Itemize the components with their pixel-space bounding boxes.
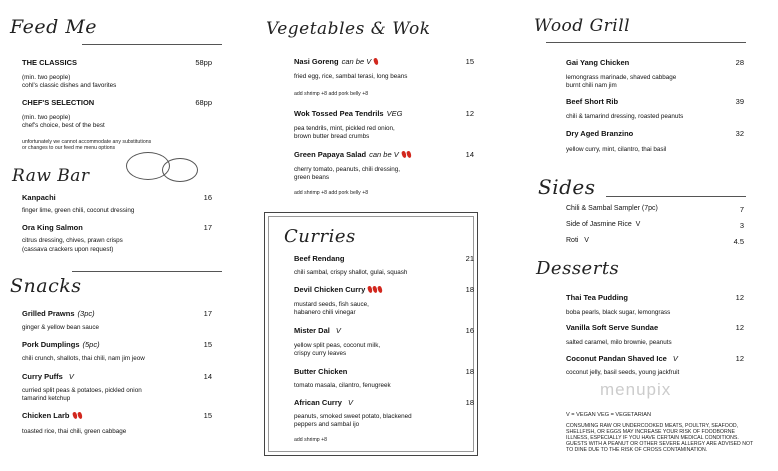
item-desc: peanuts, smoked sweet potato, blackened [294, 413, 412, 420]
item-desc: tamarind ketchup [22, 395, 71, 402]
section-title-raw-bar: Raw Bar [12, 166, 90, 186]
item-name: Thai Tea Pudding [566, 293, 628, 302]
item-addon: add shrimp +8 add pork belly +8 [294, 91, 369, 97]
item-name: CHEF'S SELECTION [22, 98, 95, 107]
chili-icon [406, 151, 412, 159]
divider [72, 271, 222, 273]
item-desc: yellow curry, mint, cilantro, thai basil [566, 146, 667, 153]
menu-item-grilled-prawns [22, 309, 212, 333]
feed-me-note: unfortunately we cannot accommodate any substitutions [22, 139, 152, 145]
item-desc: ginger & yellow bean sauce [22, 324, 100, 331]
item-desc: boba pearls, black sugar, lemongrass [566, 309, 671, 316]
item-desc: toasted rice, thai chili, green cabbage [22, 428, 127, 435]
section-title-curries: Curries [284, 226, 356, 247]
item-name: Devil Chicken Curry [294, 285, 382, 294]
item-price: 39 [735, 97, 744, 106]
item-desc: salted caramel, milo brownie, peanuts [566, 339, 672, 346]
item-name: Butter Chicken [294, 367, 348, 376]
item-desc: tomato masala, cilantro, fenugreek [294, 382, 391, 389]
item-name: Nasi Goreng can be V [294, 57, 378, 66]
item-price: 15 [203, 340, 212, 349]
item-name: Roti V [566, 237, 589, 244]
disclaimer-line: ILLNESS, ESPECIALLY IF YOU HAVE CERTAIN MEDICAL CONDITIONS. [566, 435, 739, 441]
item-name: Mister Dal V [294, 326, 341, 335]
item-desc: citrus dressing, chives, prawn crisps [22, 237, 123, 244]
item-price: 14 [203, 372, 212, 381]
menu-item-pork-dumplings [22, 340, 212, 364]
item-desc: cherry tomato, peanuts, chili dressing, [294, 166, 401, 173]
item-price: 18 [465, 367, 474, 376]
item-desc: habanero chili vinegar [294, 309, 356, 316]
menu-item-chefs-selection [22, 98, 212, 138]
item-desc: peppers and sambal ijo [294, 421, 360, 428]
item-name: Ora King Salmon [22, 223, 83, 232]
menu-item-chicken-larb [22, 411, 212, 437]
item-desc: lemongrass marinade, shaved cabbage [566, 74, 677, 81]
section-title-sides: Sides [538, 175, 596, 199]
item-price: 15 [465, 57, 474, 66]
divider [606, 196, 746, 198]
item-price: 28 [735, 58, 744, 67]
item-price: 16 [203, 193, 212, 202]
fruit-sketch-icon [162, 158, 198, 182]
item-name: Green Papaya Salad can be V [294, 150, 411, 159]
item-price: 18 [465, 285, 474, 294]
section-title-vegetables-wok: Vegetables & Wok [266, 19, 431, 39]
item-desc: cohl's classic dishes and favorites [22, 82, 117, 89]
item-price: 21 [465, 254, 474, 263]
watermark: menupix [600, 380, 672, 399]
chili-icon [377, 286, 383, 294]
menu-item-gai-yang-chicken [566, 58, 744, 92]
chili-icon [373, 58, 379, 66]
item-price: 17 [203, 309, 212, 318]
item-name: THE CLASSICS [22, 58, 78, 67]
disclaimer-line: CONSUMING RAW OR UNDERCOOKED MEATS, POULTRY, SEAFOOD, [566, 423, 739, 429]
item-name: Vanilla Soft Serve Sundae [566, 323, 659, 332]
menu-item-coconut-pandan-shaved-ice [566, 354, 744, 380]
menu-item-dry-aged-branzino [566, 129, 744, 155]
item-name: Coconut Pandan Shaved Ice V [566, 354, 678, 363]
item-price: 32 [735, 129, 744, 138]
section-title-wood-grill: Wood Grill [534, 16, 631, 36]
item-price: 12 [735, 354, 744, 363]
item-price: 4.5 [733, 237, 744, 246]
item-name: Side of Jasmine Rice V [566, 221, 641, 228]
disclaimer-line: SHELLFISH, OR EGGS MAY INCREASE YOUR RISK OF FOODBORNE [566, 429, 735, 435]
item-name: Curry Puffs V [22, 372, 74, 381]
menu-item-devil-chicken-curry [294, 285, 474, 319]
menu-item-nasi-goreng [294, 57, 474, 101]
item-desc: fried egg, rice, sambal terasi, long beans [294, 73, 408, 80]
menu-item-african-curry [294, 398, 474, 450]
item-desc: coconut jelly, basil seeds, young jackfruit [566, 369, 680, 376]
menu-item-curry-puffs [22, 372, 212, 406]
item-name: Chili & Sambal Sampler (7pc) [566, 205, 658, 212]
item-price: 58pp [195, 58, 212, 67]
item-desc: (cassava crackers upon request) [22, 246, 114, 253]
item-desc: pea tendrils, mint, pickled red onion, [294, 125, 395, 132]
section-title-desserts: Desserts [536, 258, 620, 279]
item-desc: crispy curry leaves [294, 350, 347, 357]
menu-item-beef-rendang [294, 254, 474, 278]
section-title-feed-me: Feed Me [10, 16, 98, 38]
feed-me-note: or changes to our feed me menu options [22, 145, 116, 151]
item-desc: green beans [294, 174, 330, 181]
item-price: 16 [465, 326, 474, 335]
item-price: 15 [203, 411, 212, 420]
item-price: 7 [739, 205, 744, 214]
item-name: African Curry V [294, 398, 353, 407]
item-price: 12 [735, 293, 744, 302]
menu-item-chili-sambal-sampler [566, 205, 744, 217]
item-desc: finger lime, green chili, coconut dressing [22, 207, 135, 214]
item-price: 17 [203, 223, 212, 232]
menu-item-kanpachi [22, 193, 212, 217]
item-price: 68pp [195, 98, 212, 107]
item-name: Pork Dumplings (5pc) [22, 340, 100, 349]
item-desc: (min. two people) [22, 74, 71, 81]
menu-item-ora-king-salmon [22, 223, 212, 259]
item-desc: yellow split peas, coconut milk, [294, 342, 381, 349]
item-addon: add shrimp +8 add pork belly +8 [294, 190, 369, 196]
item-desc: burnt chili nam jim [566, 82, 617, 89]
menu-item-butter-chicken [294, 367, 474, 391]
item-desc: chili sambal, crispy shallot, gulai, squash [294, 269, 408, 276]
item-desc: mustard seeds, fish sauce, [294, 301, 369, 308]
menu-item-vanilla-soft-serve-sundae [566, 323, 744, 349]
item-price: 18 [465, 398, 474, 407]
item-name: Gai Yang Chicken [566, 58, 630, 67]
item-desc: curried split peas & potatoes, pickled onion [22, 387, 142, 394]
item-name: Wok Tossed Pea Tendrils VEG [294, 109, 403, 118]
item-name: Beef Rendang [294, 254, 345, 263]
section-title-snacks: Snacks [10, 275, 82, 297]
item-desc: chef's choice, best of the best [22, 122, 105, 129]
item-desc: chili crunch, shallots, thai chili, nam jim jeow [22, 355, 145, 362]
chili-icon [77, 412, 83, 420]
item-desc: (min. two people) [22, 114, 71, 121]
item-desc: chili & tamarind dressing, roasted peanuts [566, 113, 684, 120]
item-name: Dry Aged Branzino [566, 129, 634, 138]
item-name: Chicken Larb [22, 411, 82, 420]
disclaimer-line: GUESTS WITH A PEANUT OR OTHER SEVERE ALLERGY ARE ADVISED NOT [566, 441, 754, 447]
item-name: Kanpachi [22, 193, 56, 202]
menu-item-mister-dal [294, 326, 474, 360]
item-price: 12 [465, 109, 474, 118]
item-name: Grilled Prawns (3pc) [22, 309, 95, 318]
item-price: 12 [735, 323, 744, 332]
item-name: Beef Short Rib [566, 97, 619, 106]
menu-item-the-classics [22, 58, 212, 98]
divider [546, 42, 746, 44]
item-addon: add shrimp +8 [294, 437, 328, 443]
menu-item-thai-tea-pudding [566, 293, 744, 319]
menu-item-roti [566, 237, 744, 249]
divider [82, 44, 222, 46]
item-desc: brown butter bread crumbs [294, 133, 370, 140]
menu-item-beef-short-rib [566, 97, 744, 123]
item-price: 3 [739, 221, 744, 230]
disclaimer-line: TO DINE DUE TO THE RISK OF CROSS CONTAMINATION. [566, 447, 708, 453]
item-price: 14 [465, 150, 474, 159]
menu-item-side-jasmine-rice [566, 221, 744, 233]
dietary-legend: V = VEGAN VEG = VEGETARIAN [566, 412, 652, 418]
menu-item-wok-tossed-pea-tendrils [294, 109, 474, 147]
menu-item-green-papaya-salad [294, 150, 474, 202]
